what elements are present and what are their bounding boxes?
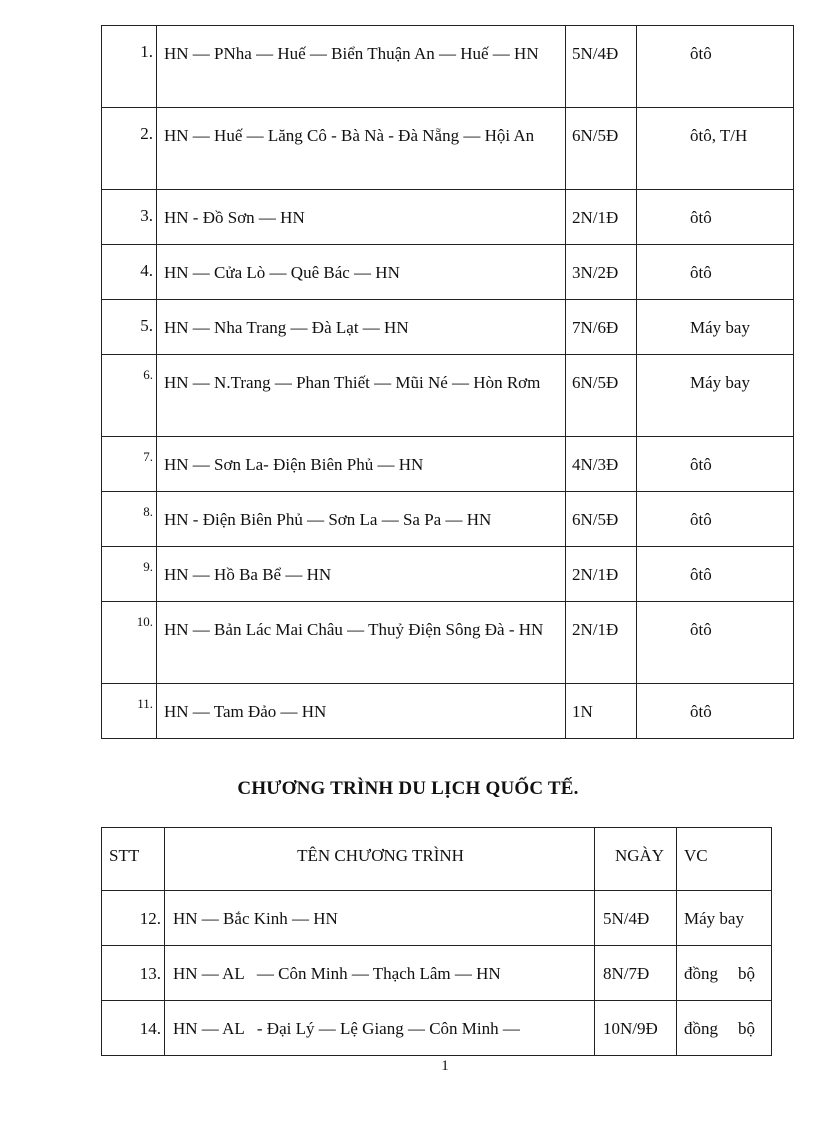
table-row (102, 108, 794, 190)
domestic-tours-table (101, 25, 794, 739)
program-name-cell: HN — Hồ Ba Bể — HN (157, 547, 566, 602)
duration-cell: 1N (566, 684, 637, 739)
stt-cell: 11. (102, 684, 157, 739)
duration-cell: 2N/1Đ (566, 602, 637, 684)
transport-cell: Máy bay (637, 300, 794, 355)
program-name-cell: HN — Tam Đảo — HN (157, 684, 566, 739)
table-row (102, 1001, 772, 1056)
stt-cell: 5. (102, 300, 157, 355)
stt-cell: 10. (102, 602, 157, 684)
program-name-cell: HN — Huế — Lăng Cô - Bà Nà - Đà Nẵng — Hội An (157, 108, 566, 190)
stt-cell: 13. (102, 946, 165, 1001)
international-tours-table (101, 827, 772, 1056)
stt-cell: 9. (102, 547, 157, 602)
table-row (102, 946, 772, 1001)
duration-cell: 6N/5Đ (566, 108, 637, 190)
table-row (102, 300, 794, 355)
table-row (102, 245, 794, 300)
transport-word: bộ (738, 964, 755, 983)
transport-cell: Máy bay (677, 891, 772, 946)
transport-cell: ôtô (637, 26, 794, 108)
table-row (102, 547, 794, 602)
transport-cell: ôtô (637, 437, 794, 492)
transport-header: VC (677, 828, 772, 891)
table-row (102, 492, 794, 547)
duration-cell: 6N/5Đ (566, 355, 637, 437)
program-name-cell: HN — Bản Lác Mai Châu — Thuỷ Điện Sông Đà - HN (157, 602, 566, 684)
transport-cell: ôtô (637, 190, 794, 245)
transport-cell: ôtô (637, 492, 794, 547)
program-name-cell: HN — AL - Đại Lý — Lệ Giang — Côn Minh — (165, 1001, 595, 1056)
transport-cell: ôtô, T/H (637, 108, 794, 190)
program-name-cell: HN — PNha — Huế — Biển Thuận An — Huế — HN (157, 26, 566, 108)
stt-cell: 4. (102, 245, 157, 300)
transport-cell: ôtô (637, 684, 794, 739)
duration-header: NGÀY (595, 828, 677, 891)
duration-cell: 6N/5Đ (566, 492, 637, 547)
table-row (102, 437, 794, 492)
stt-cell: 8. (102, 492, 157, 547)
stt-cell: 7. (102, 437, 157, 492)
table-row (102, 355, 794, 437)
program-name-cell: HN - Điện Biên Phủ — Sơn La — Sa Pa — HN (157, 492, 566, 547)
transport-cell: Máy bay (637, 355, 794, 437)
duration-cell: 7N/6Đ (566, 300, 637, 355)
program-name-cell: HN — AL — Côn Minh — Thạch Lâm — HN (165, 946, 595, 1001)
stt-cell: 14. (102, 1001, 165, 1056)
duration-cell: 5N/4Đ (595, 891, 677, 946)
duration-cell: 5N/4Đ (566, 26, 637, 108)
stt-header: STT (102, 828, 165, 891)
table-row (102, 26, 794, 108)
program-name-cell: HN - Đồ Sơn — HN (157, 190, 566, 245)
transport-word: đồng (684, 1019, 718, 1038)
duration-cell: 8N/7Đ (595, 946, 677, 1001)
program-name-header: TÊN CHƯƠNG TRÌNH (165, 828, 595, 891)
transport-word: bộ (738, 1019, 755, 1038)
table-row (102, 602, 794, 684)
stt-cell: 2. (102, 108, 157, 190)
stt-cell: 12. (102, 891, 165, 946)
program-name-cell: HN — Cửa Lò — Quê Bác — HN (157, 245, 566, 300)
stt-cell: 6. (102, 355, 157, 437)
duration-cell: 2N/1Đ (566, 190, 637, 245)
transport-cell (677, 1001, 772, 1056)
program-name-cell: HN — Nha Trang — Đà Lạt — HN (157, 300, 566, 355)
table-header-row (102, 828, 772, 891)
transport-word: đồng (684, 964, 718, 983)
stt-cell: 1. (102, 26, 157, 108)
duration-cell: 3N/2Đ (566, 245, 637, 300)
transport-cell: ôtô (637, 245, 794, 300)
table-row (102, 684, 794, 739)
stt-cell: 3. (102, 190, 157, 245)
table-row (102, 190, 794, 245)
program-name-cell: HN — Bắc Kinh — HN (165, 891, 595, 946)
duration-cell: 4N/3Đ (566, 437, 637, 492)
program-name-cell: HN — N.Trang — Phan Thiết — Mũi Né — Hòn Rơm (157, 355, 566, 437)
table-row (102, 891, 772, 946)
transport-cell (677, 946, 772, 1001)
transport-cell: ôtô (637, 547, 794, 602)
program-name-cell: HN — Sơn La- Điện Biên Phủ — HN (157, 437, 566, 492)
duration-cell: 10N/9Đ (595, 1001, 677, 1056)
section-title: CHƯƠNG TRÌNH DU LỊCH QUỐC TẾ. (237, 778, 579, 799)
transport-cell: ôtô (637, 602, 794, 684)
page-number: 1 (441, 1058, 449, 1074)
duration-cell: 2N/1Đ (566, 547, 637, 602)
